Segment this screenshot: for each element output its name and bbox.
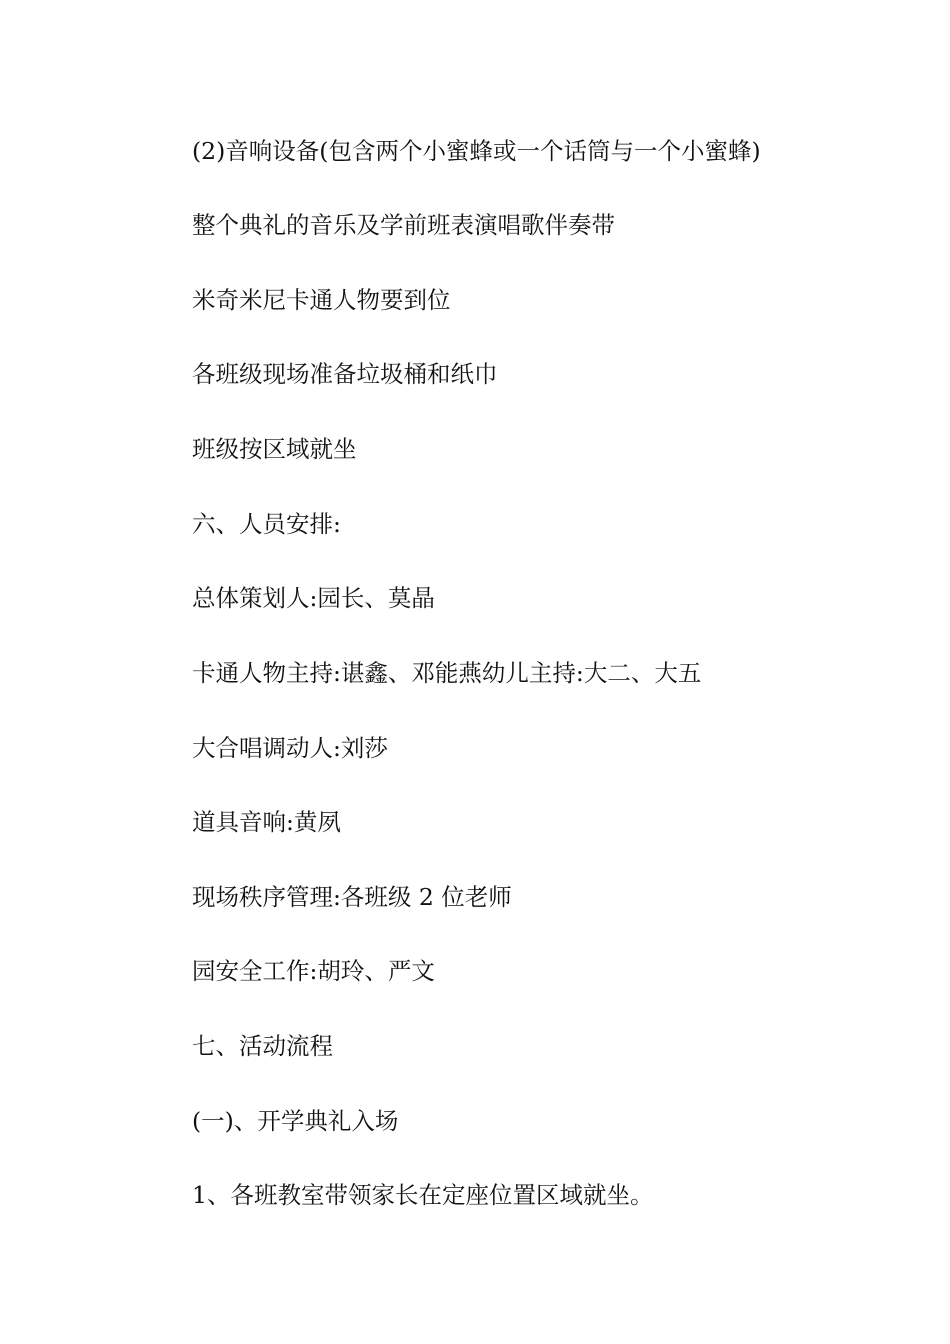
section-heading-staff: 六、人员安排:: [192, 510, 341, 538]
equipment-trash-line: 各班级现场准备垃圾桶和纸巾: [192, 360, 498, 388]
staff-safety-line: 园安全工作:胡玲、严文: [192, 957, 435, 985]
process-step-line: 1、各班教室带领家长在定座位置区域就坐。: [192, 1181, 654, 1209]
staff-planner-line: 总体策划人:园长、莫晶: [192, 584, 435, 612]
staff-order-line: 现场秩序管理:各班级 2 位老师: [192, 883, 512, 911]
staff-props-line: 道具音响:黄夙: [192, 808, 341, 836]
section-heading-process: 七、活动流程: [192, 1032, 333, 1060]
staff-chorus-line: 大合唱调动人:刘莎: [192, 734, 388, 762]
staff-host-line: 卡通人物主持:谌鑫、邓能燕幼儿主持:大二、大五: [192, 659, 702, 687]
equipment-music-line: 整个典礼的音乐及学前班表演唱歌伴奏带: [192, 211, 615, 239]
subsection-heading-entrance: (一)、开学典礼入场: [192, 1107, 399, 1135]
seating-line: 班级按区域就坐: [192, 435, 357, 463]
equipment-audio-line: (2)音响设备(包含两个小蜜蜂或一个话筒与一个小蜜蜂): [192, 137, 761, 165]
equipment-cartoon-line: 米奇米尼卡通人物要到位: [192, 286, 451, 314]
